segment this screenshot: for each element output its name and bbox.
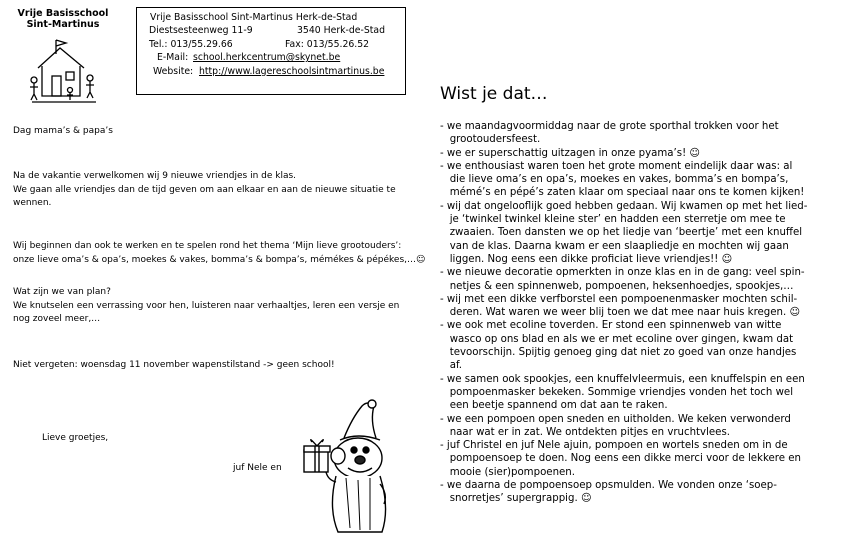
wist-line: af. xyxy=(440,360,463,372)
email-link[interactable]: school.herkcentrum@skynet.be xyxy=(193,52,341,64)
wist-line: snorretjes’ supergrappig. ☺ xyxy=(440,493,592,505)
letter-line: Wat zijn we van plan? xyxy=(13,287,111,297)
letter-line: Na de vakantie verwelkomen wij 9 nieuwe vriendjes in de klas. xyxy=(13,171,297,181)
wist-line: een beetje spannend om dat aan te raken. xyxy=(440,400,668,412)
wist-je-dat-title: Wist je dat… xyxy=(440,84,548,104)
letter-paragraph-1 xyxy=(13,170,396,211)
wist-line: - we daarna de pompoensoep opsmulden. We vonden onze ‘soep- xyxy=(440,480,777,492)
letter-line: nog zoveel meer,… xyxy=(13,314,101,324)
school-logo xyxy=(8,8,118,104)
address-box xyxy=(136,7,406,95)
wist-line: - we een pompoen open sneden en uitholden. We keken verwonderd xyxy=(440,413,791,425)
wist-line: zwaaien. Toen dansten we op het liedje van ‘beertje’ met een knuffel xyxy=(440,227,803,239)
wist-line: - we enthousiast waren toen het grote moment eindelijk daar was: al xyxy=(440,160,793,172)
school-name: Vrije Basisschool Sint-Martinus Herk-de-Stad xyxy=(150,12,358,23)
letter-paragraph-2 xyxy=(13,240,425,267)
wist-line: - we maandagvoormiddag naar de grote sporthal trokken voor het xyxy=(440,121,779,132)
wist-line: - we ook met ecoline toverden. Er stond een spinnenweb van witte xyxy=(440,320,782,332)
letter-line: We knutselen een verrassing voor hen, luisteren naar verhaaltjes, leren een versje en xyxy=(13,300,400,311)
logo-title-line2: Sint-Martinus xyxy=(26,19,100,30)
wist-line: - we nieuwe decoratie opmerkten in onze klas en in de gang: veel spin- xyxy=(440,267,805,279)
letter-paragraph-3 xyxy=(13,286,399,327)
letter-greeting: Dag mama’s & papa’s xyxy=(13,126,113,136)
wist-line: - juf Christel en juf Nele ajuin, pompoen en wortels sneden om in de xyxy=(440,440,788,452)
school-house-icon xyxy=(30,34,100,106)
wist-line: deren. Wat waren we weer blij toen we dat mee naar huis kregen. ☺ xyxy=(440,307,801,319)
wist-line: netjes & een spinnenweb, pompoenen, heksenhoedjes, spookjes,… xyxy=(440,280,794,292)
wist-line: grootoudersfeest. xyxy=(440,134,541,146)
wist-line: naar wat er in zat. We ontdekten pitjes en vruchtvlees. xyxy=(440,426,730,438)
wist-line: mémé’s en pépé’s zaten klaar om speciaal naar ons te komen kijken! xyxy=(440,187,805,199)
website-label: Website: xyxy=(153,65,194,77)
mascot-illustration xyxy=(292,398,392,538)
logo-title xyxy=(8,8,118,30)
wist-line: - we samen ook spookjes, een knuffelvleermuis, een knuffelspin en een xyxy=(440,373,805,385)
wist-line: tevoorschijn. Spijtig genoeg ging dat niet zo goed van onze handjes xyxy=(440,347,797,359)
fax: Fax: 013/55.26.52 xyxy=(285,38,370,50)
wist-line: mooie (sier)pompoenen. xyxy=(440,466,575,478)
reminder-text: Niet vergeten: woensdag 11 november wapenstilstand -> geen school! xyxy=(13,360,335,370)
wist-je-dat-list xyxy=(440,120,840,506)
wist-line: wasco op ons blad en als we er met ecoline over gingen, kwam dat xyxy=(440,333,794,345)
wist-line: pompoenmasker bekeken. Sommige vriendjes vonden het toch wel xyxy=(440,386,794,398)
letter-line: We gaan alle vriendjes dan de tijd geven om aan elkaar en aan de nieuwe situatie te xyxy=(13,184,396,195)
wist-line: liggen. Nog eens een dikke proficiat lieve vriendjes!! ☺ xyxy=(440,253,733,265)
letter-line: Wij beginnen dan ook te werken en te spelen rond het thema ‘Mijn lieve grootouders’: xyxy=(13,241,402,251)
wist-line: - we er superschattig uitzagen in onze pyama’s! ☺ xyxy=(440,147,701,159)
email-label: E-Mail: xyxy=(157,52,189,64)
street: Diestsesteenweg 11-9 xyxy=(149,25,253,37)
telephone: Tel.: 013/55.29.66 xyxy=(149,38,233,50)
wist-line: van de klas. Daarna kwam er een slaapliedje en mochten wij gaan xyxy=(440,240,789,252)
wist-line: - wij dat ongelooflijk goed hebben gedaan. Wij kwamen op met het lied- xyxy=(440,200,808,212)
letter-line: onze lieve oma’s & opa’s, moekes & vakes, bomma’s & bompa’s, mémékes & pépékes,…☺ xyxy=(13,254,426,265)
city: 3540 Herk-de-Stad xyxy=(297,25,386,37)
closing-text: Lieve groetjes, xyxy=(42,433,109,443)
website-link[interactable]: http://www.lagereschoolsintmartinus.be xyxy=(199,65,385,77)
wist-line: die lieve oma’s en opa’s, moekes en vakes, bomma’s en bompa’s, xyxy=(440,174,789,186)
letter-line: wennen. xyxy=(13,198,52,208)
logo-title-line1: Vrije Basisschool xyxy=(17,8,109,19)
signature-text: juf Nele en xyxy=(233,463,282,473)
wist-line: je ‘twinkel twinkel kleine ster’ en hadden een sterretje om mee te xyxy=(440,214,786,226)
wist-line: pompoensoep te doen. Nog eens een dikke merci voor de lekkere en xyxy=(440,453,801,465)
wist-line: - wij met een dikke verfborstel een pompoenenmasker mochten schil- xyxy=(440,293,798,305)
